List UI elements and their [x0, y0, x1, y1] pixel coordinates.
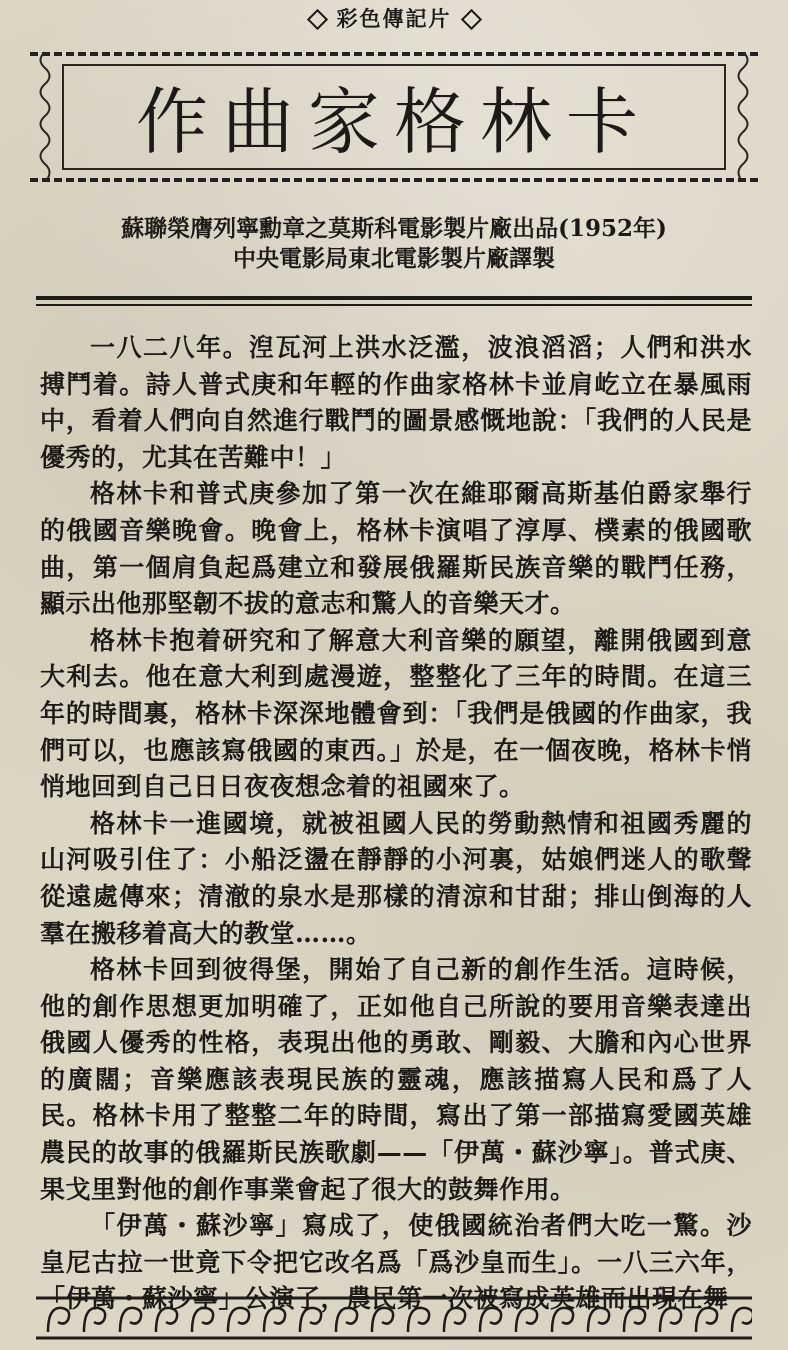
border-scroll-motif — [732, 1308, 752, 1332]
paragraph: 格林卡回到彼得堡，開始了自己新的創作生活。這時候，他的創作思想更加明確了，正如他自己所說的要用音樂表達出俄國人優秀的性格，表現出他的勇敢、剛毅、大膽和內心世界的廣闊；音樂應該表現民族的靈魂，應該描寫人民和爲了人民。格林卡用了整整二年的時間，寫出了第一部描寫愛國英雄農民的故事的俄羅斯民族歌劇——「伊萬・蘇沙寧」。普式庚、果戈里對他的創作事業會起了很大的鼓舞作用。 — [40, 955, 752, 1204]
border-scroll-motif — [444, 1308, 465, 1332]
decorative-border-bottom — [36, 1296, 752, 1340]
article-body — [40, 330, 752, 1318]
border-scroll-motif — [696, 1308, 717, 1332]
diamond-left-icon — [306, 8, 327, 29]
border-scroll-motif — [480, 1308, 501, 1332]
border-scroll-motif — [660, 1308, 681, 1332]
border-scroll-motif — [336, 1308, 357, 1332]
border-scroll-motif — [372, 1308, 393, 1332]
border-scroll-motif — [552, 1308, 573, 1332]
border-scroll-motif — [48, 1308, 69, 1332]
paragraph: 「伊萬・蘇沙寧」寫成了，使俄國統治者們大吃一驚。沙皇尼古拉一世竟下令把它改名爲「爲沙皇而生」。一八三六年，「伊萬・蘇沙寧」公演了，農民第一次被寫成英雄而出現在舞 — [40, 1211, 752, 1314]
divider-thin — [36, 304, 752, 306]
border-scroll-motif — [84, 1308, 105, 1332]
border-scroll-motif — [624, 1308, 645, 1332]
credit-line-dubbing: 中央電影局東北電影製片廠譯製 — [233, 245, 555, 272]
border-scroll-motif — [264, 1308, 285, 1332]
border-scroll-motif — [408, 1308, 429, 1332]
production-credits — [0, 214, 788, 274]
paragraph: 一八二八年。湼瓦河上洪水泛濫，波浪滔滔；人們和洪水搏鬥着。詩人普式庚和年輕的作曲家格林卡並肩屹立在暴風雨中，看着人們向自然進行戰鬥的圖景感慨地說：「我們的人民是優秀的，尤其在苦難中！」 — [40, 333, 752, 472]
page-title: 作曲家格林卡 — [135, 80, 652, 164]
series-text: 彩色傳記片 — [336, 6, 452, 31]
border-scroll-motif — [588, 1308, 609, 1332]
border-scroll-motif — [300, 1308, 321, 1332]
border-scroll-motif — [120, 1308, 141, 1332]
paragraph: 格林卡和普式庚參加了第一次在維耶爾高斯基伯爵家舉行的俄國音樂晚會。晚會上，格林卡演唱了淳厚、樸素的俄國歌曲，第一個肩負起爲建立和發展俄羅斯民族音樂的戰鬥任務，顯示出他那堅韌不拔的意志和驚人的音樂天才。 — [40, 479, 752, 619]
paragraph: 格林卡一進國境，就被祖國人民的勞動熱情和祖國秀麗的山河吸引住了：小船泛盪在靜靜的小河裏，姑娘們迷人的歌聲從遠處傳來；清澈的泉水是那樣的清涼和甘甜；排山倒海的人羣在搬移着高大的教堂……。 — [40, 808, 752, 948]
title-frame — [30, 52, 758, 182]
paragraph: 格林卡抱着研究和了解意大利音樂的願望，離開俄國到意大利去。他在意大利到處漫遊，整整化了三年的時間。在這三年的時間裏，格林卡深深地體會到：「我們是俄國的作曲家，我們可以，也應該寫俄國的東西。」於是，在一個夜晚，格林卡悄悄地回到自己日日夜夜想念着的祖國來了。 — [40, 625, 752, 802]
border-scroll-motif — [516, 1308, 537, 1332]
border-scroll-motif — [228, 1308, 249, 1332]
series-label — [0, 6, 788, 32]
border-scroll-motif — [156, 1308, 177, 1332]
diamond-right-icon — [460, 8, 481, 29]
border-scroll-motif — [192, 1308, 213, 1332]
divider-thick — [36, 296, 752, 300]
credit-line-studio: 蘇聯榮膺列寧勳章之莫斯科電影製片廠出品(1952年) — [121, 215, 667, 242]
